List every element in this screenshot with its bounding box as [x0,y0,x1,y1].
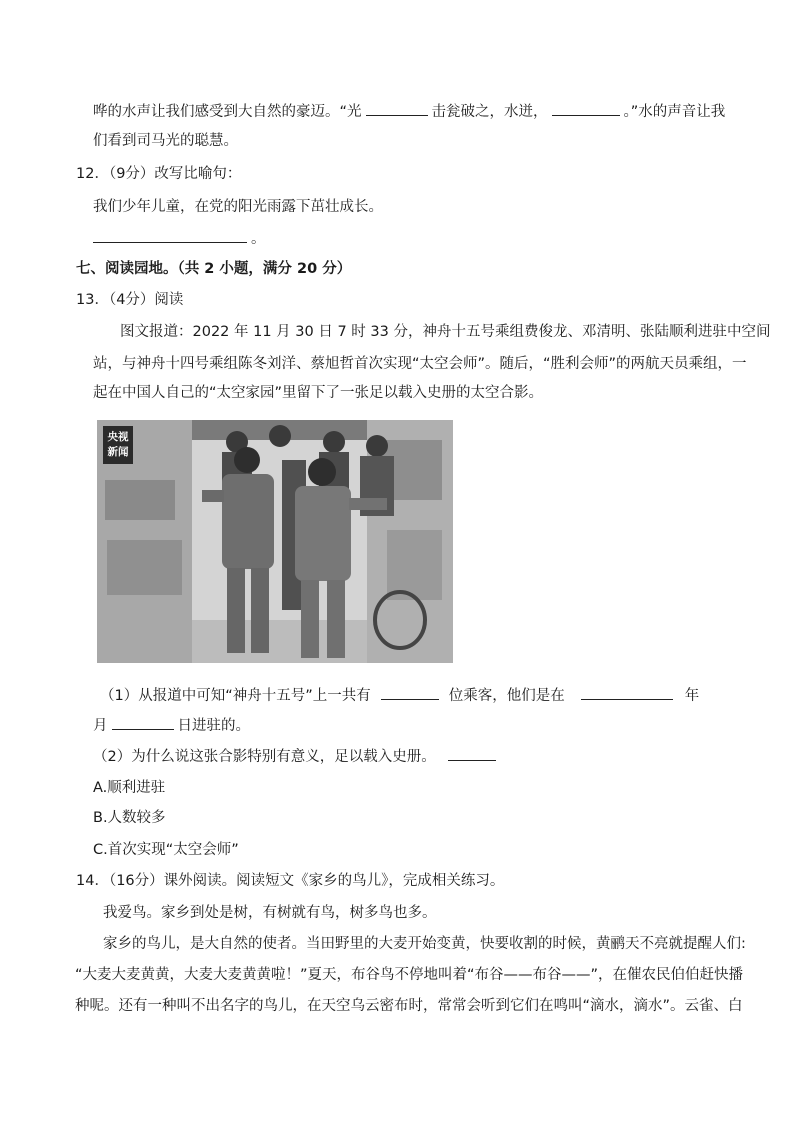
q13-sub2-blank[interactable] [448,746,496,761]
q11-line-2: 们看到司马光的聪慧。 [93,133,238,149]
q13-sub1-text-c: 年 [684,688,700,704]
q13-title: 13．（4分）阅读 [76,292,184,308]
q12-end: 。 [251,231,266,247]
q14-paragraph-2-line-3: 种呢。还有一种叫不出名字的鸟儿，在天空乌云密布时，常常会听到它们在鸣叫“滴水，滴水”。云雀、白 [75,998,743,1014]
space-station-group-photo [97,420,453,663]
q13-blank-year[interactable] [581,685,673,700]
q11-text-a: 哗的水声让我们感受到大自然的豪迈。“光 [93,104,362,120]
q14-title: 14．（16分）课外阅读。阅读短文《家乡的鸟儿》，完成相关练习。 [76,873,505,889]
cctv-news-logo [103,426,133,464]
q13-sub2 [93,746,500,767]
q13-sub1-line-1 [100,685,699,706]
q13-sub1-text-b: 位乘客，他们是在 [448,688,565,704]
q12-sentence: 我们少年儿童，在党的阳光雨露下茁壮成长。 [93,199,383,215]
q11-blank-1[interactable] [366,101,428,116]
q13-sub2-text: （2）为什么说这张合影特别有意义，足以载入史册。 [93,749,436,765]
q11-blank-2[interactable] [552,101,620,116]
q11-line-1 [93,101,725,122]
q13-paragraph-line-1: 图文报道：2022 年 11 月 30 日 7 时 33 分，神舟十五号乘组费俊龙、邓清明、张陆顺利进驻中空间 [120,324,771,340]
q13-sub1-line-2 [93,715,250,736]
q14-paragraph-1: 我爱鸟。家乡到处是树，有树就有鸟，树多鸟也多。 [103,905,437,921]
q14-paragraph-2-line-2: “大麦大麦黄黄，大麦大麦黄黄啦！”夏天，布谷鸟不停地叫着“布谷——布谷——”，在催农民伯伯赶快播 [75,967,744,983]
q13-sub1-text-e: 日进驻的。 [177,718,250,734]
q11-text-c: 。”水的声音让我 [623,104,726,120]
q11-text-b: 击瓮破之，水迸， [431,104,548,120]
q13-paragraph-line-3: 起在中国人自己的“太空家园”里留下了一张足以载入史册的太空合影。 [93,385,544,401]
q13-option-a: A.顺利进驻 [93,780,166,796]
q13-option-c: C.首次实现“太空会师” [93,842,239,858]
q12-answer-line [93,228,266,249]
q12-title: 12．（9分）改写比喻句： [76,166,242,182]
q14-paragraph-2-line-1: 家乡的鸟儿，是大自然的使者。当田野里的大麦开始变黄，快要收割的时候，黄鹂天不亮就提醒人们: [103,936,746,952]
section7-title: 七、阅读园地。（共 2 小题，满分 20 分） [76,261,352,277]
q13-paragraph-line-2: 站，与神舟十四号乘组陈冬刘洋、蔡旭哲首次实现“太空会师”。随后，“胜利会师”的两航天员乘组，一 [93,356,747,372]
logo-text-1: 央视 [107,431,129,443]
q13-sub1-text-d: 月 [93,718,108,734]
q13-sub1-text-a: （1）从报道中可知“神舟十五号”上一共有 [100,688,371,704]
q13-option-b: B.人数较多 [93,810,166,826]
q12-answer-blank[interactable] [93,228,247,243]
q13-blank-day[interactable] [112,715,174,730]
logo-text-2: 新闻 [107,446,129,458]
q13-blank-count[interactable] [381,685,439,700]
